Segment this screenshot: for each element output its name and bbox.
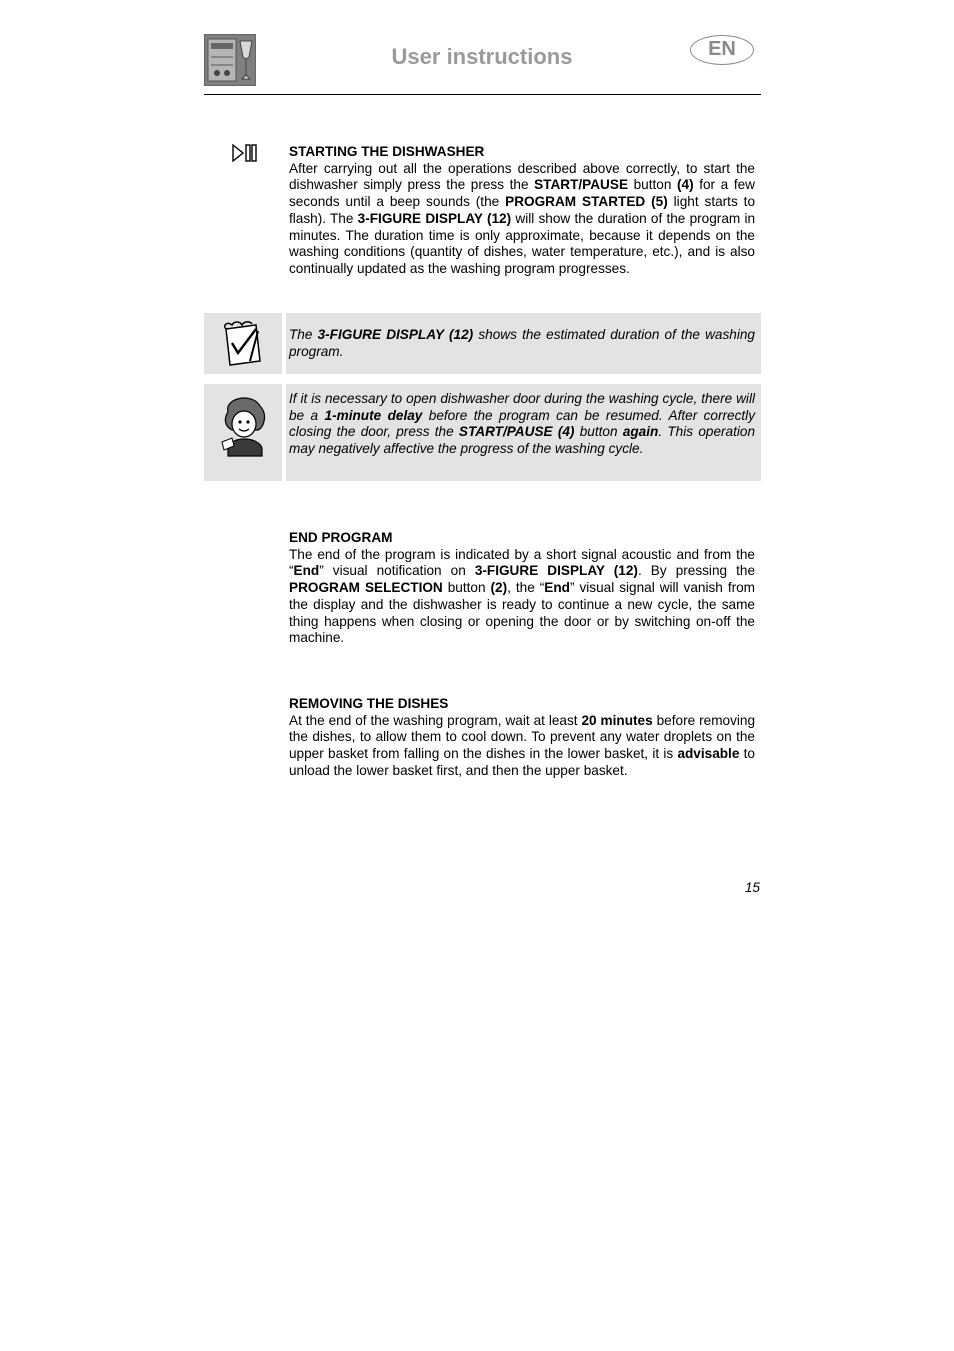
emphasis-text: End (544, 580, 570, 596)
note-display-duration (286, 313, 761, 374)
emphasis-text: 20 minutes (581, 712, 653, 728)
emphasis-text: advisable (677, 746, 740, 762)
page-number: 15 (744, 880, 760, 895)
section-heading: END PROGRAM (289, 530, 393, 545)
body-text: before removing the dishes, to allow them to cool down. To prevent any water droplets on the upper basket from falling on the dishes in the lower basket, it is (289, 712, 756, 762)
emphasis-text: 3-FIGURE DISPLAY (12) (357, 210, 512, 226)
body-text: , the “ (507, 580, 545, 596)
section-removing-dishes (289, 696, 755, 780)
language-badge: EN (690, 35, 754, 65)
note-text (289, 327, 755, 360)
body-text: After carrying out all the operations described above correctly, to start the dishwasher simply press the press the (289, 160, 755, 193)
body-text: The (289, 327, 318, 342)
header-divider (204, 94, 761, 95)
emphasis-text: 3-FIGURE DISPLAY (12) (317, 327, 474, 342)
play-pause-icon (232, 144, 258, 162)
emphasis-text: PROGRAM STARTED (5) (505, 194, 668, 210)
section-end-program (289, 530, 755, 647)
emphasis-text: START/PAUSE (534, 177, 629, 193)
body-text: ” visual signal will vanish from the display and the dishwasher is ready to continue a new cycle, the same thing happens when closing or opening the door or by switching on-off the machine. (289, 580, 756, 646)
dishwasher-logo-icon (204, 34, 256, 86)
section-body (289, 547, 755, 647)
body-text: At the end of the washing program, wait at least (289, 712, 582, 728)
body-text: light starts to flash). The (289, 194, 756, 226)
notepad-check-icon (204, 313, 282, 374)
emphasis-text: (4) (677, 177, 694, 193)
section-heading: STARTING THE DISHWASHER (289, 144, 485, 159)
emphasis-text: again (622, 424, 659, 440)
body-text: ” visual notification on (319, 563, 475, 579)
note-icon-panel (204, 384, 282, 481)
page-title: User instructions (391, 44, 573, 69)
body-text: button (574, 424, 623, 440)
emphasis-text: (2) (490, 580, 508, 596)
note-door-open-delay (286, 384, 761, 481)
body-text: The end of the program is indicated by a short signal acoustic and from the “ (289, 546, 755, 579)
section-heading: REMOVING THE DISHES (289, 696, 449, 711)
body-text: shows the estimated duration of the washing program. (289, 327, 755, 359)
body-text: to unload the lower basket first, and then the upper basket. (289, 746, 755, 778)
body-text: for a few seconds until a beep sounds (the (289, 177, 755, 210)
emphasis-text: START/PAUSE (4) (458, 424, 575, 440)
note-icon-panel (204, 313, 282, 374)
body-text: . By pressing the (637, 563, 756, 579)
note-text (289, 391, 755, 458)
body-text: button (442, 580, 491, 596)
body-text: will show the duration of the program in minutes. The duration time is only approximate, because it depends on the washing conditions (quantity of dishes, water temperature, etc.), and is also continually updated as the washing program progresses. (289, 210, 756, 276)
section-starting-dishwasher (289, 144, 755, 278)
body-text: button (628, 177, 677, 193)
emphasis-text: End (293, 563, 320, 579)
emphasis-text: PROGRAM SELECTION (289, 580, 443, 596)
section-body (289, 161, 755, 278)
emphasis-text: 3-FIGURE DISPLAY (12) (474, 563, 638, 579)
body-text: . This operation may negatively affective the progress of the washing cycle. (289, 424, 756, 457)
emphasis-text: 1-minute delay (324, 407, 423, 423)
body-text: If it is necessary to open dishwasher door during the washing cycle, there will be a (289, 391, 755, 423)
body-text: before the program can be resumed. After correctly closing the door, press the (289, 407, 755, 440)
cartoon-woman-icon (204, 384, 282, 481)
section-body (289, 713, 755, 780)
